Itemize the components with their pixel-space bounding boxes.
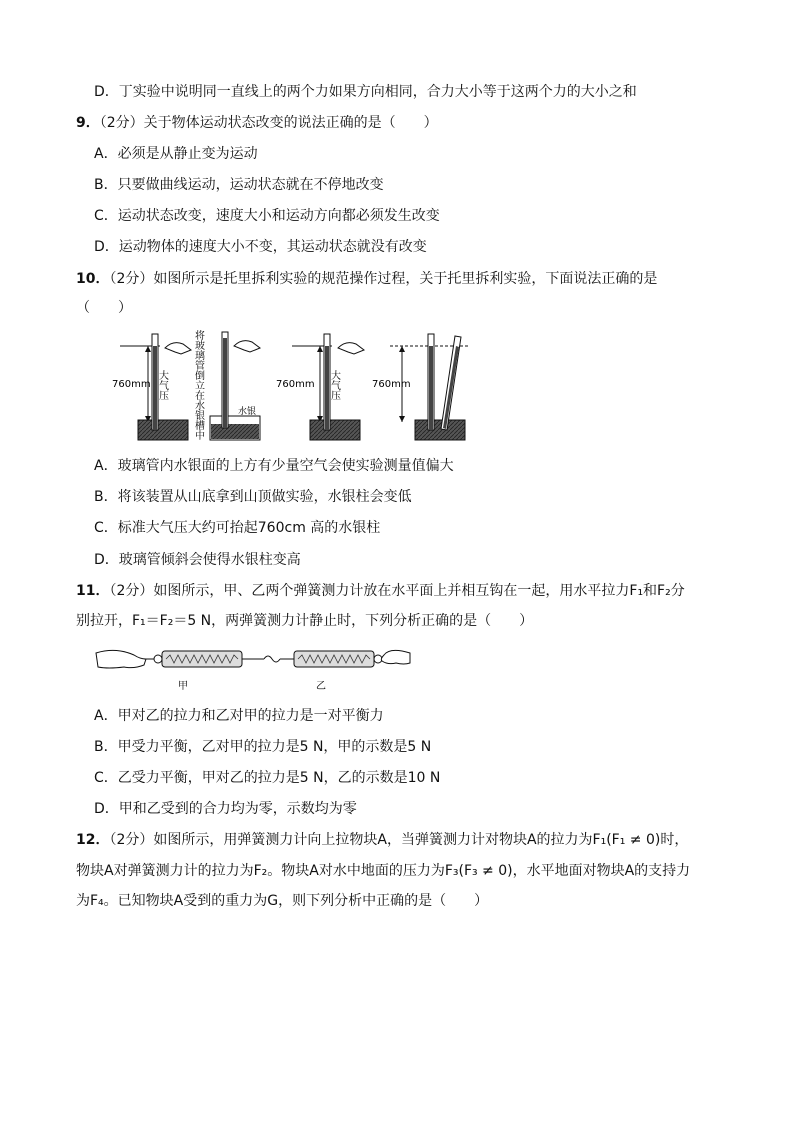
q11-option-b: B．甲受力平衡，乙对甲的拉力是5 N，甲的示数是5 N [94, 739, 432, 755]
q9-option-c: C．运动状态改变，速度大小和运动方向都必须发生改变 [94, 208, 440, 224]
q10-option-b: B．将该装置从山底拿到山顶做实验，水银柱会变低 [94, 489, 412, 505]
scale-label-yi: 乙 [316, 681, 326, 692]
panel-2-instruction: 将玻璃管倒立在水银槽中 [192, 330, 204, 440]
q11-option-d: D．甲和乙受到的合力均为零，示数均为零 [94, 801, 357, 817]
q10-option-d: D．玻璃管倾斜会使得水银柱变高 [94, 552, 301, 568]
torricelli-experiment-figure [110, 330, 490, 442]
q12-number: 12． [76, 832, 110, 848]
panel-2-mercury-label: 水银 [238, 407, 257, 417]
q11-number: 11． [76, 583, 110, 599]
q8-option-d: D．丁实验中说明同一直线上的两个力如果方向相同，合力大小等于这两个力的大小之和 [94, 84, 637, 100]
q11-stem-line1 [76, 581, 685, 601]
q10-stem-line2: （ ） [76, 300, 132, 316]
q10-stem-line1 [76, 269, 657, 289]
right-hand-icon [381, 650, 410, 664]
scale-label-jia: 甲 [178, 681, 188, 692]
panel-2 [193, 330, 261, 441]
q10-stem-text: （2分）如图所示是托里拆利实验的规范操作过程，关于托里拆利实验，下面说法正确的是 [109, 271, 658, 287]
q12-stem-line1 [76, 830, 688, 850]
panel-3-height-label: 760mm [276, 379, 315, 390]
panel-4 [372, 334, 470, 440]
panel-3-air-pressure: 大气压 [328, 370, 340, 400]
q10-number: 10． [76, 271, 110, 287]
q9-stem-text: （2分）关于物体运动状态改变的说法正确的是（ ） [99, 115, 438, 131]
left-hand-icon [96, 650, 146, 668]
panel-1-height-label: 760mm [112, 379, 151, 390]
q12-stem-text: （2分）如图所示，用弹簧测力计向上拉物块A，当弹簧测力计对物块A的拉力为F₁(F₁ ≠ 0)时， [109, 832, 689, 848]
spring-scale-figure [94, 643, 412, 695]
q9-number: 9． [76, 115, 100, 131]
panel-4-height-label: 760mm [372, 379, 411, 390]
q9-option-a: A．必须是从静止变为运动 [94, 146, 258, 162]
q10-option-c: C．标准大气压大约可抬起760cm 高的水银柱 [94, 520, 381, 536]
panel-1-air-pressure: 大气压 [156, 370, 168, 400]
spring-scale-yi [294, 651, 374, 667]
panel-1 [112, 334, 191, 440]
q11-stem-line2: 别拉开，F₁＝F₂＝5 N，两弹簧测力计静止时，下列分析正确的是（ ） [76, 613, 534, 629]
q11-stem-text: （2分）如图所示，甲、乙两个弹簧测力计放在水平面上并相互钩在一起，用水平拉力F₁和F₂分 [109, 583, 685, 599]
q11-option-a: A．甲对乙的拉力和乙对甲的拉力是一对平衡力 [94, 708, 384, 724]
q10-option-a: A．玻璃管内水银面的上方有少量空气会使实验测量值偏大 [94, 458, 454, 474]
q12-stem-line3: 为F₄。已知物块A受到的重力为G，则下列分析中正确的是（ ） [76, 893, 489, 909]
spring-scale-jia [162, 651, 242, 667]
q9-option-d: D．运动物体的速度大小不变，其运动状态就没有改变 [94, 239, 427, 255]
q11-option-c: C．乙受力平衡，甲对乙的拉力是5 N，乙的示数是10 N [94, 770, 441, 786]
panel-3 [276, 334, 364, 440]
q12-stem-line2: 物块A对弹簧测力计的拉力为F₂。物块A对水中地面的压力为F₃(F₃ ≠ 0)，水平地面对物块A的支持力 [76, 863, 691, 879]
q9-stem [76, 113, 438, 133]
q9-option-b: B．只要做曲线运动，运动状态就在不停地改变 [94, 177, 384, 193]
